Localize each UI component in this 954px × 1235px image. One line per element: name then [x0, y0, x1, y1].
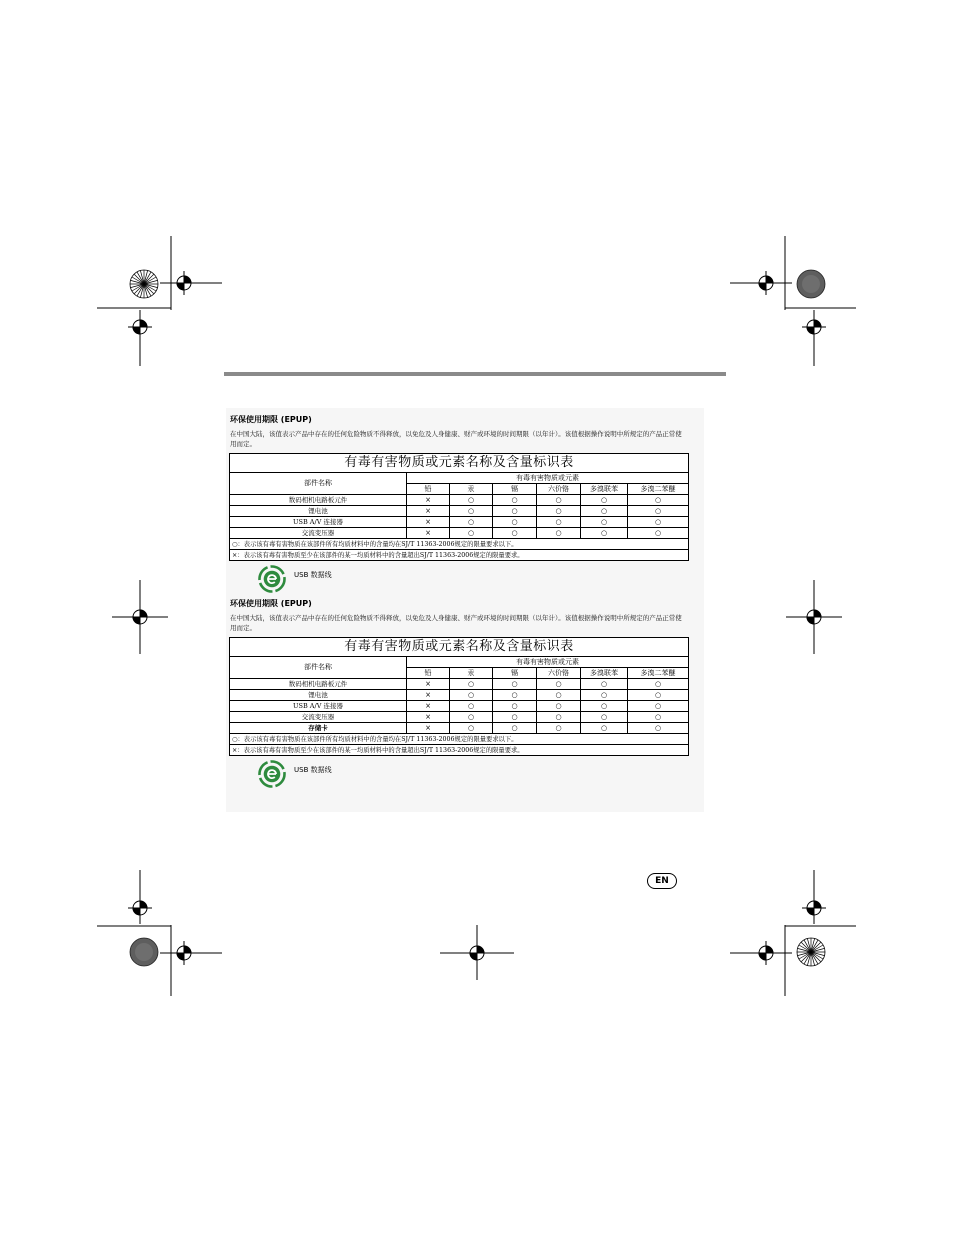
logo-caption: USB 数据线: [294, 571, 332, 579]
cell-value: ○: [581, 679, 628, 690]
cell-value: ○: [581, 690, 628, 701]
cell-value: ○: [493, 528, 537, 539]
table-row: [230, 495, 689, 506]
cell-value: ○: [537, 679, 581, 690]
cell-value: ○: [493, 679, 537, 690]
cell-value: ○: [628, 712, 689, 723]
table-row: [230, 517, 689, 528]
cell-value: ○: [581, 712, 628, 723]
cell-value: ○: [493, 495, 537, 506]
part-name: 交流变压器: [230, 712, 407, 723]
cell-value: ○: [628, 723, 689, 734]
cell-value: ×: [407, 712, 450, 723]
part-name: 交流变压器: [230, 528, 407, 539]
substance-header: 汞: [450, 484, 493, 495]
substance-header: 多溴联苯: [581, 668, 628, 679]
section-title: 环保使用期限 (EPUP): [230, 599, 312, 608]
table-row: [230, 701, 689, 712]
cell-value: ×: [407, 679, 450, 690]
header-rule: [224, 372, 726, 376]
epup-panel: [226, 408, 704, 812]
substance-header: 六价铬: [537, 668, 581, 679]
substance-header: 多溴二苯醚: [628, 484, 689, 495]
substance-header: 铅: [407, 484, 450, 495]
cell-value: ○: [628, 495, 689, 506]
cell-value: ○: [628, 679, 689, 690]
table-row: [230, 723, 689, 734]
substance-header: 多溴联苯: [581, 484, 628, 495]
substance-header: 六价铬: [537, 484, 581, 495]
part-name-header: 部件名称: [230, 473, 407, 495]
cell-value: ○: [537, 723, 581, 734]
cell-value: ○: [581, 723, 628, 734]
cell-value: ○: [450, 517, 493, 528]
cell-value: ○: [450, 528, 493, 539]
substance-header: 镉: [493, 484, 537, 495]
cell-value: ×: [407, 506, 450, 517]
substance-header: 镉: [493, 668, 537, 679]
table-note: ×：表示该有毒有害物质至少在该部件的某一均质材料中的含量超出SJ/T 11363-2006规定的限量要求。: [230, 745, 689, 756]
cell-value: ○: [581, 528, 628, 539]
substance-group-header: 有毒有害物质或元素: [407, 657, 689, 668]
cell-value: ○: [537, 712, 581, 723]
part-name: 锂电池: [230, 506, 407, 517]
cell-value: ○: [628, 528, 689, 539]
cell-value: ○: [581, 701, 628, 712]
cell-value: ○: [537, 506, 581, 517]
cell-value: ○: [450, 679, 493, 690]
table-row: [230, 712, 689, 723]
cell-value: ○: [450, 506, 493, 517]
cell-value: ○: [493, 701, 537, 712]
cell-value: ○: [581, 506, 628, 517]
epup-logo-row: [258, 760, 699, 788]
table-title: 有毒有害物质或元素名称及含量标识表: [230, 454, 689, 473]
substance-header: 多溴二苯醚: [628, 668, 689, 679]
cell-value: ○: [493, 712, 537, 723]
part-name: 锂电池: [230, 690, 407, 701]
epup-recycle-e-icon: [258, 565, 286, 593]
cell-value: ×: [407, 517, 450, 528]
substance-header: 汞: [450, 668, 493, 679]
cell-value: ○: [493, 723, 537, 734]
part-name: 数码相机电路板元件: [230, 679, 407, 690]
logo-caption: USB 数据线: [294, 766, 332, 774]
part-name: 数码相机电路板元件: [230, 495, 407, 506]
section-description: 在中国大陆，该值表示产品中存在的任何危险物质不得释放，以免危及人身健康、财产或环境的时间期限（以年计）。该值根据操作说明中所规定的产品正常使用而定。: [230, 614, 682, 632]
cell-value: ○: [450, 495, 493, 506]
cell-value: ○: [537, 528, 581, 539]
cell-value: ○: [537, 701, 581, 712]
table-row: [230, 679, 689, 690]
cell-value: ○: [493, 506, 537, 517]
cell-value: ○: [628, 701, 689, 712]
part-name-header: 部件名称: [230, 657, 407, 679]
cell-value: ○: [628, 517, 689, 528]
section-title: 环保使用期限 (EPUP): [230, 415, 312, 424]
part-name: 存储卡: [230, 723, 407, 734]
epup-section-1: [229, 414, 699, 593]
cell-value: ○: [450, 690, 493, 701]
cell-value: ×: [407, 495, 450, 506]
table-note: ×：表示该有毒有害物质至少在该部件的某一均质材料中的含量超出SJ/T 11363-2006规定的限量要求。: [230, 550, 689, 561]
table-row: [230, 528, 689, 539]
cell-value: ○: [493, 517, 537, 528]
epup-recycle-e-icon: [258, 760, 286, 788]
cell-value: ○: [493, 690, 537, 701]
cell-value: ○: [450, 712, 493, 723]
cell-value: ○: [537, 495, 581, 506]
cell-value: ○: [581, 517, 628, 528]
cell-value: ○: [450, 723, 493, 734]
table-title: 有毒有害物质或元素名称及含量标识表: [230, 638, 689, 657]
cell-value: ○: [628, 506, 689, 517]
epup-logo-row: [258, 565, 699, 593]
cell-value: ○: [581, 495, 628, 506]
cell-value: ×: [407, 701, 450, 712]
hazardous-substance-table: [229, 637, 689, 756]
cell-value: ×: [407, 528, 450, 539]
part-name: USB A/V 连接器: [230, 701, 407, 712]
cell-value: ×: [407, 690, 450, 701]
cell-value: ○: [537, 690, 581, 701]
substance-header: 铅: [407, 668, 450, 679]
epup-section-2: [229, 598, 699, 788]
table-note: ○：表示该有毒有害物质在该部件所有均质材料中的含量均在SJ/T 11363-2006规定的限量要求以下。: [230, 539, 689, 550]
hazardous-substance-table: [229, 453, 689, 561]
language-badge: EN: [647, 873, 677, 889]
cell-value: ○: [537, 517, 581, 528]
cell-value: ×: [407, 723, 450, 734]
section-description: 在中国大陆，该值表示产品中存在的任何危险物质不得释放，以免危及人身健康、财产或环境的时间期限（以年计）。该值根据操作说明中所规定的产品正常使用而定。: [230, 430, 682, 448]
part-name: USB A/V 连接器: [230, 517, 407, 528]
table-row: [230, 506, 689, 517]
cell-value: ○: [628, 690, 689, 701]
table-note: ○：表示该有毒有害物质在该部件所有均质材料中的含量均在SJ/T 11363-2006规定的限量要求以下。: [230, 734, 689, 745]
substance-group-header: 有毒有害物质或元素: [407, 473, 689, 484]
table-row: [230, 690, 689, 701]
cell-value: ○: [450, 701, 493, 712]
